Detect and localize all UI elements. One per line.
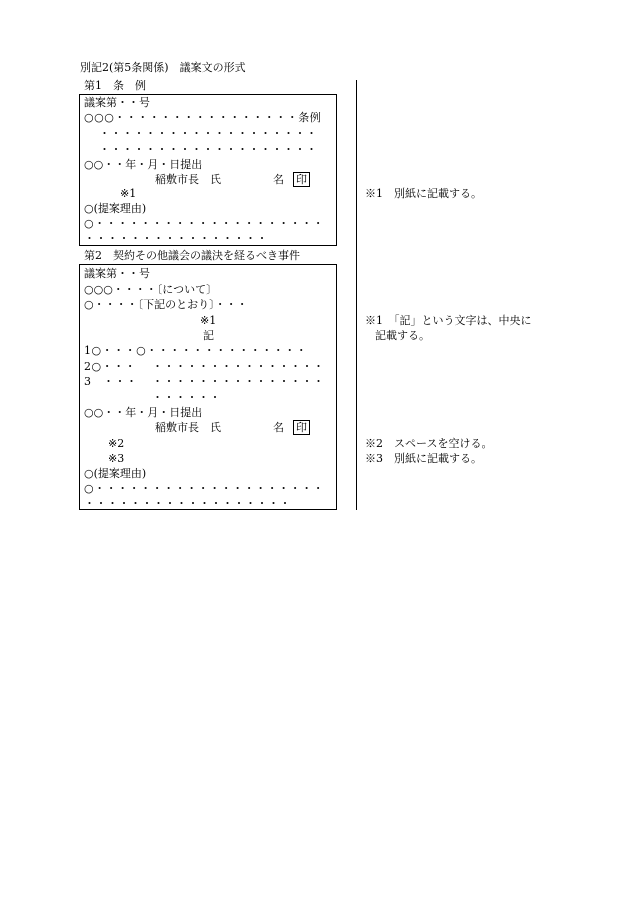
s2-name-suffix: 名 xyxy=(273,421,284,434)
s2-item-2-body: ・・・・・・・・・・・・・・・ xyxy=(152,360,325,373)
s2-ki-heading: 記 xyxy=(203,329,214,342)
s2-note-mark-1: ※1 xyxy=(200,314,217,327)
s1-body-line-2: ・・・・・・・・・・・・・・・・・・・ xyxy=(99,143,318,156)
column-divider xyxy=(356,80,357,510)
s1-submission-date: ○○・・年・月・日提出 xyxy=(84,158,203,171)
s2-submission-date: ○○・・年・月・日提出 xyxy=(84,406,203,419)
s2-note-mark-3: ※3 xyxy=(108,452,125,465)
s1-mayor-name: 稲敷市長 氏 xyxy=(155,173,221,186)
s2-item-3-continued: ・・・・・・ xyxy=(152,391,221,404)
s2-reason-heading: ○(提案理由) xyxy=(84,467,147,480)
s2-reason-line-1: ○・・・・・・・・・・・・・・・・・・・・ xyxy=(84,482,325,495)
section2-heading: 第2 契約その他議会の議決を経るべき事件 xyxy=(84,249,300,262)
s1-body-line-1: ・・・・・・・・・・・・・・・・・・・ xyxy=(99,127,318,140)
s1-note-1: ※1 別紙に記載する。 xyxy=(365,187,482,200)
s2-note-2: ※2 スペースを空ける。 xyxy=(365,437,493,450)
s2-reason-line-2: ・・・・・・・・・・・・・・・・・・ xyxy=(84,497,291,510)
s2-seal-stamp: 印 xyxy=(293,420,310,435)
s2-subject-line: ○○○・・・・〔について〕 xyxy=(84,283,218,296)
s2-item-3-body: ・・・・・・・・・・・・・・・ xyxy=(152,375,325,388)
s1-name-suffix: 名 xyxy=(273,173,284,186)
s2-item-2-label: 2○・・・ xyxy=(84,360,137,373)
s2-mayor-name: 稲敷市長 氏 xyxy=(155,421,221,434)
s1-note-mark-1: ※1 xyxy=(120,187,137,200)
s2-item-1: 1○・・・○・・・・・・・・・・・・・・ xyxy=(84,344,308,357)
s2-item-3-label: 3 ・・・ xyxy=(84,375,138,388)
section1-heading: 第1 条 例 xyxy=(84,79,146,92)
s1-reason-heading: ○(提案理由) xyxy=(84,202,147,215)
s1-reason-line-1: ○・・・・・・・・・・・・・・・・・・・・ xyxy=(84,217,325,230)
s2-bill-number: 議案第・・号 xyxy=(84,267,150,280)
s2-note-1-continued: 記載する。 xyxy=(375,329,430,342)
s2-note-1: ※1 「記」という文字は、中央に xyxy=(365,314,532,327)
s2-as-follows-line: ○・・・・〔下記のとおり〕・・・ xyxy=(84,298,248,311)
s1-ordinance-title: ○○○・・・・・・・・・・・・・・・・条例 xyxy=(84,111,322,124)
document-title: 別記2(第5条関係) 議案文の形式 xyxy=(80,61,246,74)
s1-seal-stamp: 印 xyxy=(293,172,310,187)
s1-bill-number: 議案第・・号 xyxy=(84,96,150,109)
s2-note-mark-2: ※2 xyxy=(108,437,125,450)
s2-note-3: ※3 別紙に記載する。 xyxy=(365,452,482,465)
s1-reason-line-2: ・・・・・・・・・・・・・・・・ xyxy=(84,232,268,245)
